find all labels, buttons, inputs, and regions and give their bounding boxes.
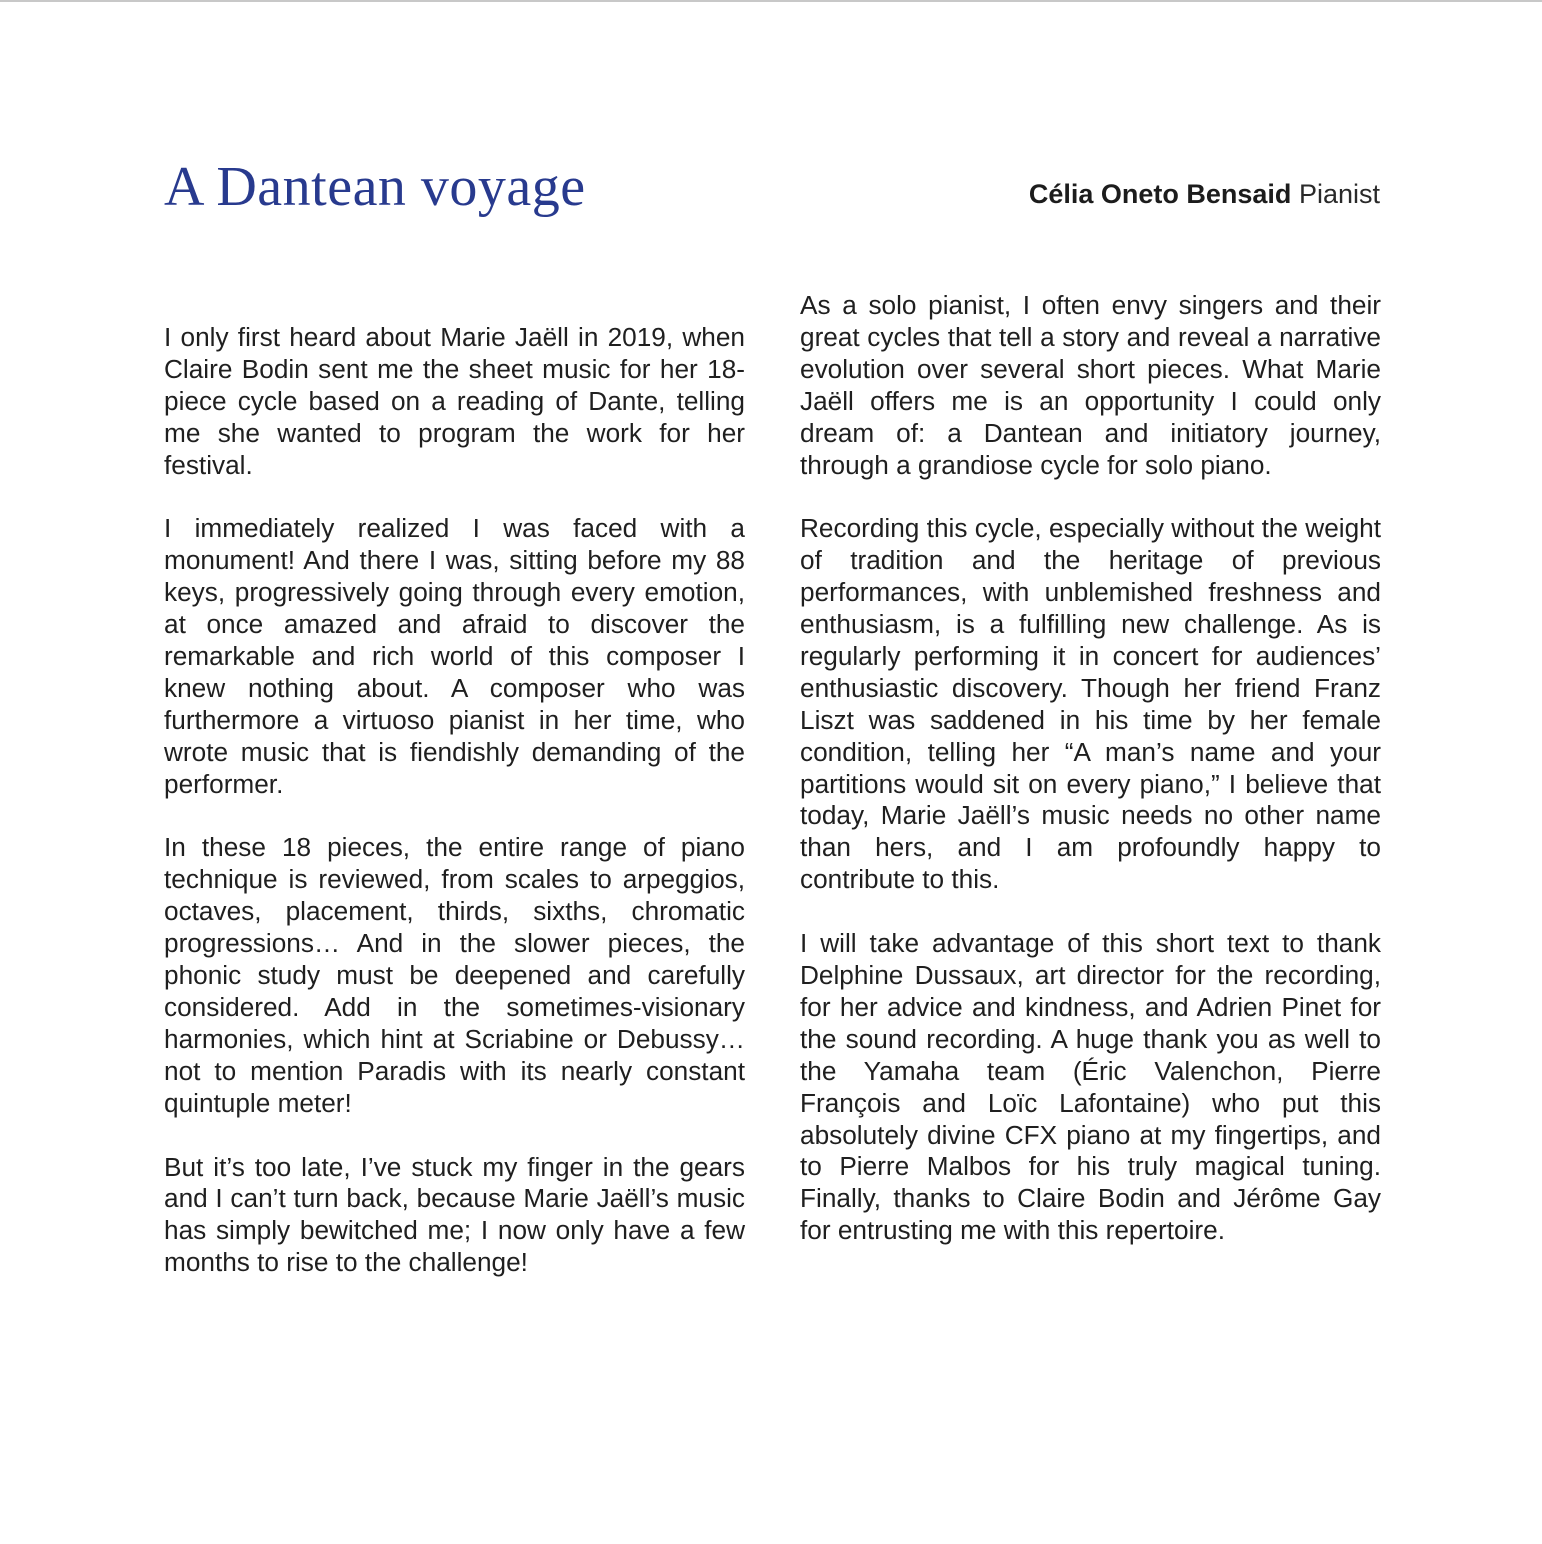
text-column-right [800,290,1381,1247]
author-role: Pianist [1298,179,1380,209]
author-name: Célia Oneto Bensaid [1028,179,1292,209]
paragraph: As a solo pianist, I often envy singers and their great cycles that tell a story and reveal a narrative evolution over several short pieces. What Marie Jaëll offers me is an opportunity I could only dream of: a Dantean and initiatory journey, through a grandiose cycle for solo piano. [800,290,1381,480]
paragraph: I immediately realized I was faced with a monument! And there I was, sitting before my 88 keys, progressively going through every emotion, at once amazed and afraid to discover the remarkable and rich world of this composer I knew nothing about. A composer who was furthermore a virtuoso pianist in her time, who wrote music that is fiendishly demanding of the performer. [164,513,745,799]
paragraph: I will take advantage of this short text to thank Delphine Dussaux, art director for the recording, for her advice and kindness, and Adrien Pinet for the sound recording. A huge thank you as well to the Yamaha team (Éric Valenchon, Pierre François and Loïc Lafontaine) who put this absolutely divine CFX piano at my fingertips, and to Pierre Malbos for his truly magical tuning. Finally, thanks to Claire Bodin and Jérôme Gay for entrusting me with this repertoire. [800,928,1381,1246]
page-title: A Dantean voyage [164,156,586,218]
text-column-left [164,322,745,1279]
author-byline [1029,176,1380,212]
top-divider [0,0,1542,2]
paragraph: In these 18 pieces, the entire range of piano technique is reviewed, from scales to arpeggios, octaves, placement, thirds, sixths, chromatic progressions… And in the slower pieces, the phonic study must be deepened and carefully considered. Add in the sometimes-visionary harmonies, which hint at Scriabine or Debussy… not to mention Paradis with its nearly constant quintuple meter! [164,832,745,1118]
paragraph: Recording this cycle, especially without the weight of tradition and the heritage of previous performances, with unblemished freshness and enthusiasm, is a fulfilling new challenge. As is regularly performing it in concert for audiences’ enthusiastic discovery. Though her friend Franz Liszt was saddened in his time by her female condition, telling her “A man’s name and your partitions would sit on every piano,” I believe that today, Marie Jaëll’s music needs no other name than hers, and I am profoundly happy to contribute to this. [800,513,1381,895]
paragraph: But it’s too late, I’ve stuck my finger in the gears and I can’t turn back, because Marie Jaëll’s music has simply bewitched me; I now only have a few months to rise to the challenge! [164,1151,745,1278]
paragraph: I only first heard about Marie Jaëll in 2019, when Claire Bodin sent me the sheet music for her 18-piece cycle based on a reading of Dante, telling me she wanted to program the work for her festival. [164,322,745,480]
